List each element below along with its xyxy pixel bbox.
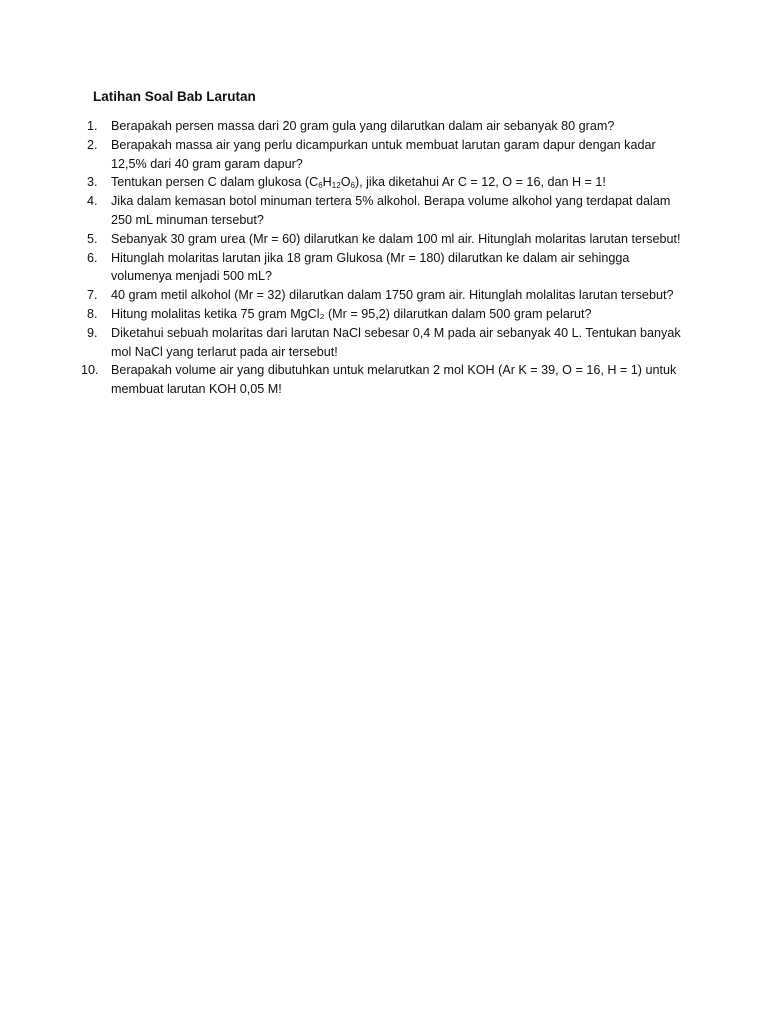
list-item-question-2 [87, 136, 681, 174]
question-text: Sebanyak 30 gram urea (Mr = 60) dilarutkan ke dalam 100 ml air. Hitunglah molaritas larutan tersebut! [111, 231, 681, 246]
question-list [81, 117, 681, 399]
question-number: 6. [87, 250, 98, 265]
list-item-question-9 [87, 324, 681, 362]
question-text-part: O [340, 175, 351, 190]
question-number: 9. [87, 325, 98, 340]
list-item-question-5 [87, 230, 681, 249]
list-item-question-1 [87, 117, 681, 136]
question-number: 3. [87, 175, 98, 190]
question-text: Berapakah volume air yang dibutuhkan untuk melarutkan 2 mol KOH (Ar K = 39, O = 16, H = 1) untuk membuat larutan KOH 0,05 M! [111, 363, 677, 397]
list-item-question-4 [87, 192, 681, 230]
question-number: 2. [87, 137, 98, 152]
question-number: 10. [81, 363, 99, 378]
question-text: Diketahui sebuah molaritas dari larutan NaCl sebesar 0,4 M pada air sebanyak 40 L. Tentukan banyak mol NaCl yang terlarut pada air tersebut! [111, 325, 681, 359]
question-number: 5. [87, 231, 98, 246]
question-number: 8. [87, 306, 98, 321]
list-item-question-7 [87, 286, 681, 305]
list-item-question-10 [81, 361, 681, 399]
question-text-part: Tentukan persen C dalam glukosa (C [111, 175, 319, 190]
list-item-question-8 [87, 305, 681, 324]
subscript: 12 [331, 181, 341, 191]
question-text: Berapakah persen massa dari 20 gram gula yang dilarutkan dalam air sebanyak 80 gram? [111, 119, 615, 133]
document-title: Latihan Soal Bab Larutan [93, 89, 256, 104]
question-text-part: H [322, 175, 332, 190]
question-number: 4. [87, 194, 98, 209]
question-text-part: ), jika diketahui Ar C = 12, O = 16, dan H = 1! [354, 175, 606, 190]
subscript: 6 [318, 181, 323, 191]
question-number: 7. [87, 288, 98, 303]
question-text: Hitunglah molaritas larutan jika 18 gram Glukosa (Mr = 180) dilarutkan ke dalam air sehingga volumenya menjadi 500 mL? [111, 250, 630, 284]
question-text [111, 175, 606, 189]
subscript: 6 [350, 181, 355, 191]
question-text: Jika dalam kemasan botol minuman tertera 5% alkohol. Berapa volume alkohol yang terdapat dalam 250 mL minuman tersebut? [111, 194, 671, 227]
question-text: Berapakah massa air yang perlu dicampurkan untuk membuat larutan garam dapur dengan kadar 12,5% dari 40 gram garam dapur? [111, 137, 656, 171]
question-text: 40 gram metil alkohol (Mr = 32) dilarutkan dalam 1750 gram air. Hitunglah molalitas larutan tersebut? [111, 288, 674, 303]
list-item-question-6 [87, 249, 681, 287]
question-text: Hitung molalitas ketika 75 gram MgCl₂ (Mr = 95,2) dilarutkan dalam 500 gram pelarut? [111, 306, 592, 321]
question-number: 1. [87, 119, 98, 133]
list-item-question-3 [87, 173, 681, 192]
